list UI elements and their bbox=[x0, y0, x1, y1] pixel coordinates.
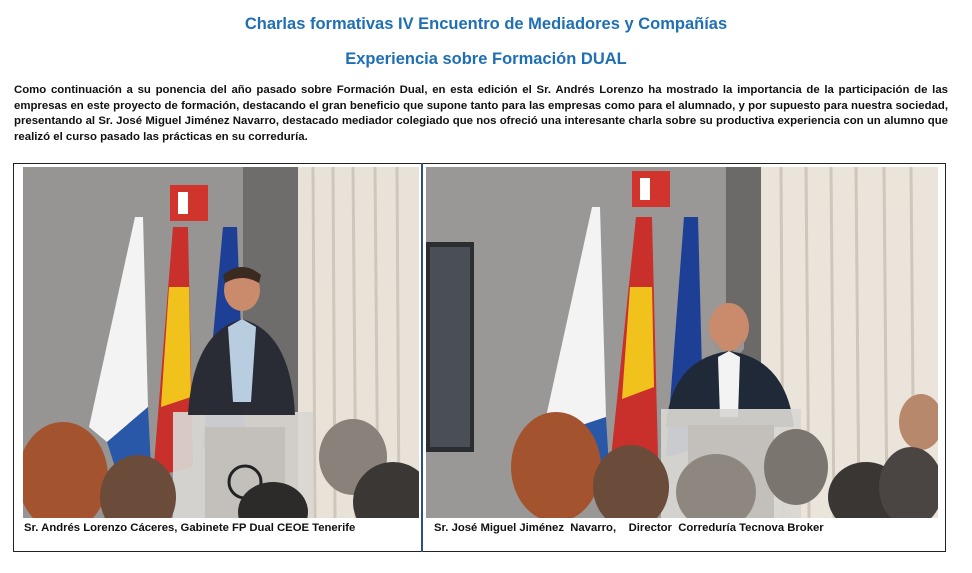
photo-speaker-andres bbox=[23, 167, 419, 518]
photo-caption-andres: Sr. Andrés Lorenzo Cáceres, Gabinete FP Dual CEOE Tenerife bbox=[24, 522, 356, 534]
page-subtitle: Experiencia sobre Formación DUAL bbox=[345, 50, 627, 68]
article-paragraph: Como continuación a su ponencia del año pasado sobre Formación Dual, en esta edición el Sr. Andrés Lorenzo ha mostrado la importancia de la participación de las empresas en este proyecto de formación, destacando el gran beneficio que supone tanto para las empresas como para el alumnado, y por supuesto para nuestra sociedad, presentando al Sr. José Miguel Jiménez Navarro, destacado mediador colegiado que nos ofreció una interesante charla sobre su productiva experiencia con un alumno que realizó el curso pasado las prácticas en su correduría. bbox=[14, 84, 948, 143]
fire-extinguisher-sign-icon bbox=[170, 185, 208, 221]
photo-caption-jose-miguel: Sr. José Miguel Jiménez Navarro, Director Correduría Tecnova Broker bbox=[434, 522, 824, 534]
page-title: Charlas formativas IV Encuentro de Mediadores y Compañías bbox=[244, 15, 728, 33]
photo-divider bbox=[421, 163, 423, 552]
fire-extinguisher-sign-icon bbox=[632, 171, 670, 207]
photo-speaker-jose-miguel bbox=[426, 167, 938, 518]
